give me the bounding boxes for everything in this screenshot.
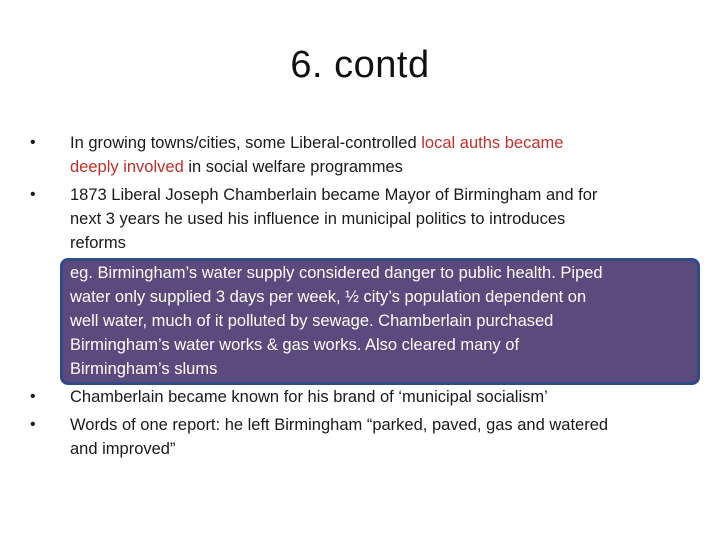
bullet-3-line-1: Chamberlain became known for his brand of ‘municipal socialism’ [70, 388, 548, 406]
bullet-1-line-1 [70, 131, 563, 155]
highlight-line-2: water only supplied 3 days per week, ½ city’s population dependent on [70, 288, 587, 306]
bullet-1-line-2 [70, 155, 403, 179]
bullet-4-line-2: and improved” [70, 440, 176, 458]
red-text-segment: local auths became [421, 134, 564, 152]
highlight-line-1: eg. Birmingham’s water supply considered danger to public health. Piped [70, 264, 603, 282]
text-segment: In growing towns/cities, some Liberal-controlled [70, 134, 422, 152]
highlight-line-5: Birmingham’s slums [70, 360, 218, 378]
bullet-2-line-1: 1873 Liberal Joseph Chamberlain became Mayor of Birmingham and for [70, 186, 598, 204]
highlight-line-4: Birmingham’s water works & gas works. Also cleared many of [70, 336, 520, 354]
highlight-line-3: well water, much of it polluted by sewage. Chamberlain purchased [70, 312, 554, 330]
bullet-marker: • [30, 186, 36, 203]
red-text-segment: deeply involved [70, 158, 184, 176]
bullet-2-line-2: next 3 years he used his influence in municipal politics to introduces [70, 210, 566, 228]
slide-title: 6. contd [290, 44, 430, 86]
bullet-4-line-1: Words of one report: he left Birmingham “parked, paved, gas and watered [70, 416, 609, 434]
bullet-marker: • [30, 134, 36, 151]
bullet-marker: • [30, 388, 36, 405]
bullet-marker: • [30, 416, 36, 433]
text-segment: in social welfare programmes [183, 158, 403, 176]
bullet-2-line-3: reforms [70, 234, 126, 252]
